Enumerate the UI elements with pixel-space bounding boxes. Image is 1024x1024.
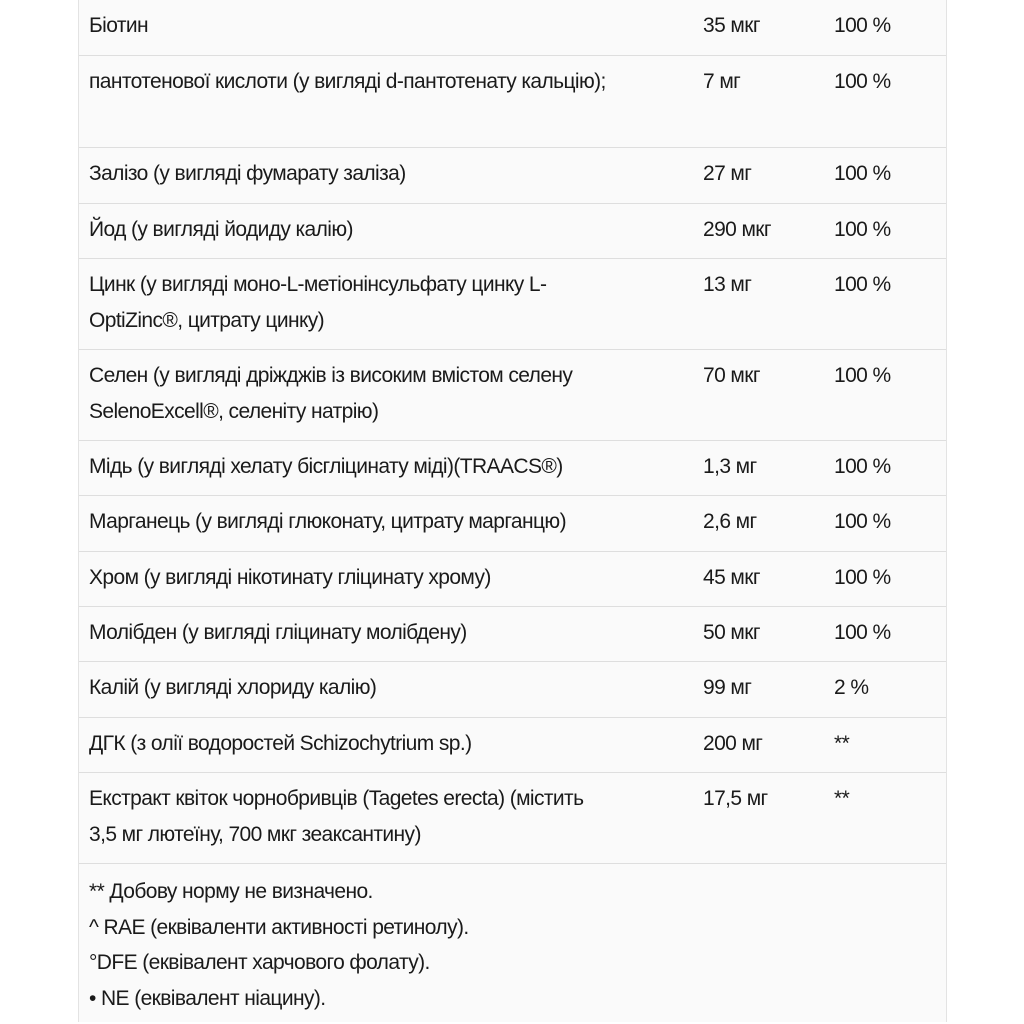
footnote: • NE (еквівалент ніацину). bbox=[89, 986, 326, 1010]
nutrient-amount: 200 мг bbox=[703, 732, 763, 755]
table-row bbox=[79, 441, 946, 496]
nutrient-daily-value: 100 % bbox=[834, 510, 891, 533]
nutrient-name: Цинк (у вигляді моно-L-метіонінсульфату цинку L-OptiZinc®, цитрату цинку) bbox=[89, 273, 547, 332]
nutrient-name: ДГК (з олії водоростей Schizochytrium sp.) bbox=[89, 732, 472, 755]
nutrient-amount: 7 мг bbox=[703, 70, 741, 93]
nutrient-name: Марганець (у вигляді глюконату, цитрату марганцю) bbox=[89, 510, 566, 533]
nutrient-daily-value: 100 % bbox=[834, 70, 891, 93]
nutrient-amount: 17,5 мг bbox=[703, 787, 768, 810]
nutrient-amount: 27 мг bbox=[703, 162, 752, 185]
table-row bbox=[79, 148, 946, 204]
nutrient-amount: 2,6 мг bbox=[703, 510, 757, 533]
nutrient-daily-value: 100 % bbox=[834, 273, 891, 296]
nutrient-amount: 290 мкг bbox=[703, 218, 771, 241]
footnote: ^ RAE (еквіваленти активності ретинолу). bbox=[89, 915, 469, 939]
nutrient-name: Біотин bbox=[89, 14, 149, 37]
nutrient-name: пантотенової кислоти (у вигляді d-пантотенату кальцію); bbox=[89, 70, 606, 93]
nutrient-amount: 70 мкг bbox=[703, 364, 760, 387]
nutrient-amount: 35 мкг bbox=[703, 14, 760, 37]
nutrient-daily-value: 100 % bbox=[834, 566, 891, 589]
nutrient-daily-value: 2 % bbox=[834, 676, 869, 699]
nutrient-name: Йод (у вигляді йодиду калію) bbox=[89, 218, 353, 241]
table-row bbox=[79, 0, 946, 56]
nutrient-name: Хром (у вигляді нікотинату гліцинату хрому) bbox=[89, 566, 491, 589]
nutrient-name: Калій (у вигляді хлориду калію) bbox=[89, 676, 377, 699]
table-row bbox=[79, 204, 946, 259]
nutrient-amount: 50 мкг bbox=[703, 621, 760, 644]
nutrient-daily-value: 100 % bbox=[834, 162, 891, 185]
table-row bbox=[79, 718, 946, 773]
nutrient-name: Екстракт квіток чорнобривців (Tagetes erecta) (містить 3,5 мг лютеїну, 700 мкг зеаксантину) bbox=[89, 787, 584, 846]
table-row bbox=[79, 496, 946, 552]
table-row bbox=[79, 552, 946, 607]
supplement-facts-table bbox=[78, 0, 947, 1022]
nutrient-amount: 45 мкг bbox=[703, 566, 760, 589]
table-row bbox=[79, 773, 946, 864]
nutrient-amount: 13 мг bbox=[703, 273, 752, 296]
table-row bbox=[79, 56, 946, 148]
nutrient-daily-value: 100 % bbox=[834, 14, 891, 37]
nutrient-name: Залізо (у вигляді фумарату заліза) bbox=[89, 162, 406, 185]
nutrient-daily-value: 100 % bbox=[834, 364, 891, 387]
table-row bbox=[79, 662, 946, 718]
nutrient-daily-value: 100 % bbox=[834, 621, 891, 644]
nutrient-name: Мідь (у вигляді хелату бісгліцинату міді)(TRAACS®) bbox=[89, 455, 563, 478]
nutrient-daily-value: 100 % bbox=[834, 455, 891, 478]
footnote: °DFE (еквівалент харчового фолату). bbox=[89, 951, 430, 974]
nutrient-name: Молібден (у вигляді гліцинату молібдену) bbox=[89, 621, 467, 644]
footnotes bbox=[79, 864, 946, 1022]
nutrient-amount: 99 мг bbox=[703, 676, 752, 699]
nutrient-amount: 1,3 мг bbox=[703, 455, 757, 478]
table-row bbox=[79, 607, 946, 662]
nutrient-daily-value: ** bbox=[834, 732, 850, 755]
table-row bbox=[79, 350, 946, 441]
nutrient-daily-value: ** bbox=[834, 787, 850, 810]
nutrient-daily-value: 100 % bbox=[834, 218, 891, 241]
footnote: ** Добову норму не визначено. bbox=[89, 880, 373, 903]
table-row bbox=[79, 259, 946, 350]
nutrient-name: Селен (у вигляді дріжджів із високим вмістом селену SelenoExcell®, селеніту натрію) bbox=[89, 364, 573, 423]
